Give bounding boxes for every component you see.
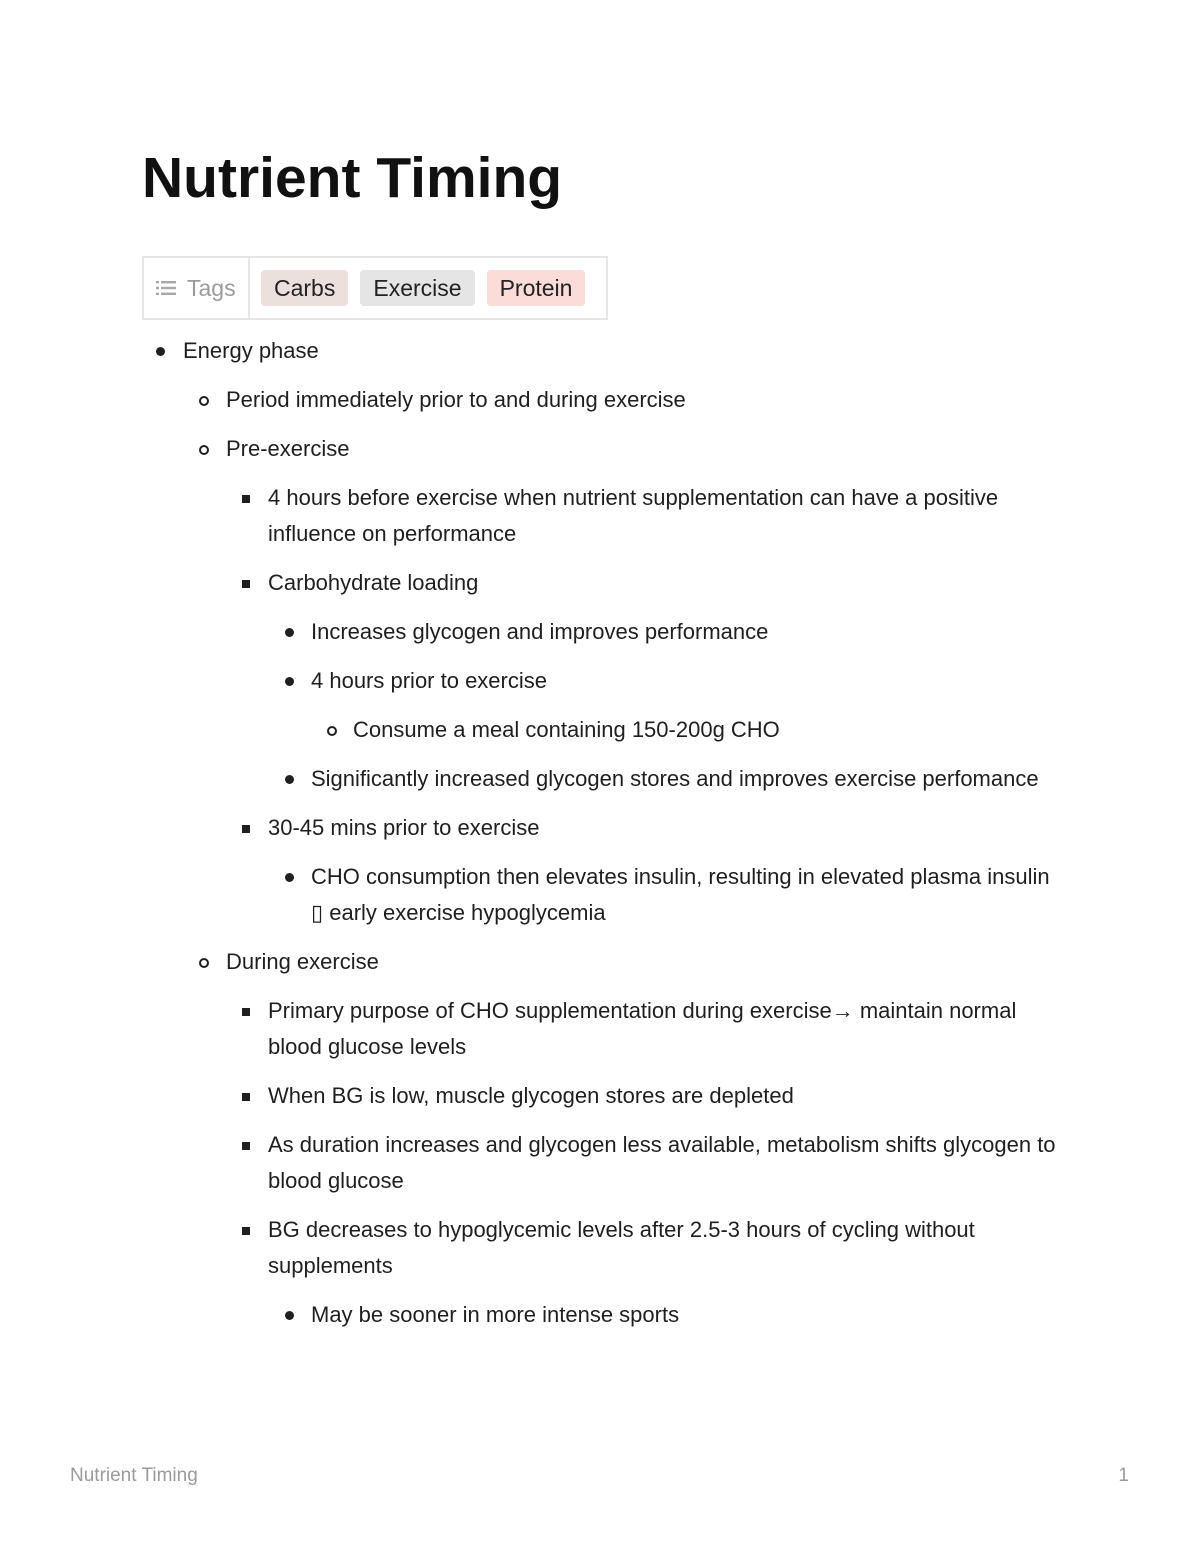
list-item-text: 4 hours prior to exercise [311,668,547,693]
bullet-square-icon [242,495,250,503]
list-item [142,382,1062,418]
bullet-disc-icon [156,347,165,356]
tag-carbs[interactable]: Carbs [261,270,348,306]
list-item [142,663,1062,699]
bullet-square-icon [242,1008,250,1016]
tag-protein[interactable]: Protein [487,270,586,306]
page-number: 1 [1118,1465,1129,1486]
list-item-text: Significantly increased glycogen stores and improves exercise perfomance [311,766,1039,791]
list-item [142,480,1062,552]
list-item-text: Energy phase [183,338,319,363]
list-item-text: Primary purpose of CHO supplementation during exercise→ maintain normal blood glucose levels [268,998,1017,1059]
list-item-text: Period immediately prior to and during exercise [226,387,686,412]
list-item [142,1297,1062,1333]
bullet-disc-icon [285,873,294,882]
tags-value[interactable] [250,270,585,306]
properties-table [142,256,608,320]
tag-exercise[interactable]: Exercise [360,270,474,306]
list-item-text: 30-45 mins prior to exercise [268,815,540,840]
list-item-text: CHO consumption then elevates insulin, resulting in elevated plasma insulin ▯ early exercise hypoglycemia [311,864,1050,925]
list-item-text: Carbohydrate loading [268,570,479,595]
bullet-circle-icon [199,396,209,406]
list-item-text: Consume a meal containing 150-200g CHO [353,717,780,742]
page-title: Nutrient Timing [142,146,563,210]
list-icon [156,280,176,296]
bullet-square-icon [242,1227,250,1235]
list-item-text: During exercise [226,949,379,974]
list-item [142,712,1062,748]
bullet-disc-icon [285,1311,294,1320]
list-item [142,810,1062,846]
bullet-circle-icon [199,445,209,455]
bullet-disc-icon [285,677,294,686]
list-item [142,761,1062,797]
list-item [142,944,1062,980]
list-item-text: BG decreases to hypoglycemic levels after 2.5-3 hours of cycling without supplements [268,1217,975,1278]
bullet-circle-icon [327,726,337,736]
bullet-disc-icon [285,775,294,784]
bullet-square-icon [242,1142,250,1150]
list-item [142,614,1062,650]
list-item [142,565,1062,601]
bullet-circle-icon [199,958,209,968]
bullet-disc-icon [285,628,294,637]
footer-title: Nutrient Timing [70,1465,198,1486]
list-item-text: Increases glycogen and improves performance [311,619,769,644]
tags-property-label [144,258,250,318]
list-item [142,1212,1062,1284]
list-item [142,333,1062,369]
tags-label: Tags [187,274,236,301]
list-item [142,1078,1062,1114]
bullet-square-icon [242,825,250,833]
list-item-text: Pre-exercise [226,436,350,461]
bullet-square-icon [242,1093,250,1101]
list-item-text: 4 hours before exercise when nutrient supplementation can have a positive influence on performance [268,485,999,546]
list-item-text: When BG is low, muscle glycogen stores are depleted [268,1083,794,1108]
list-item [142,993,1062,1065]
list-item [142,431,1062,467]
list-item [142,859,1062,931]
list-item [142,1127,1062,1199]
list-item-text: May be sooner in more intense sports [311,1302,680,1327]
bulleted-outline [142,333,1062,1346]
bullet-square-icon [242,580,250,588]
list-item-text: As duration increases and glycogen less available, metabolism shifts glycogen to blood glucose [268,1132,1056,1193]
